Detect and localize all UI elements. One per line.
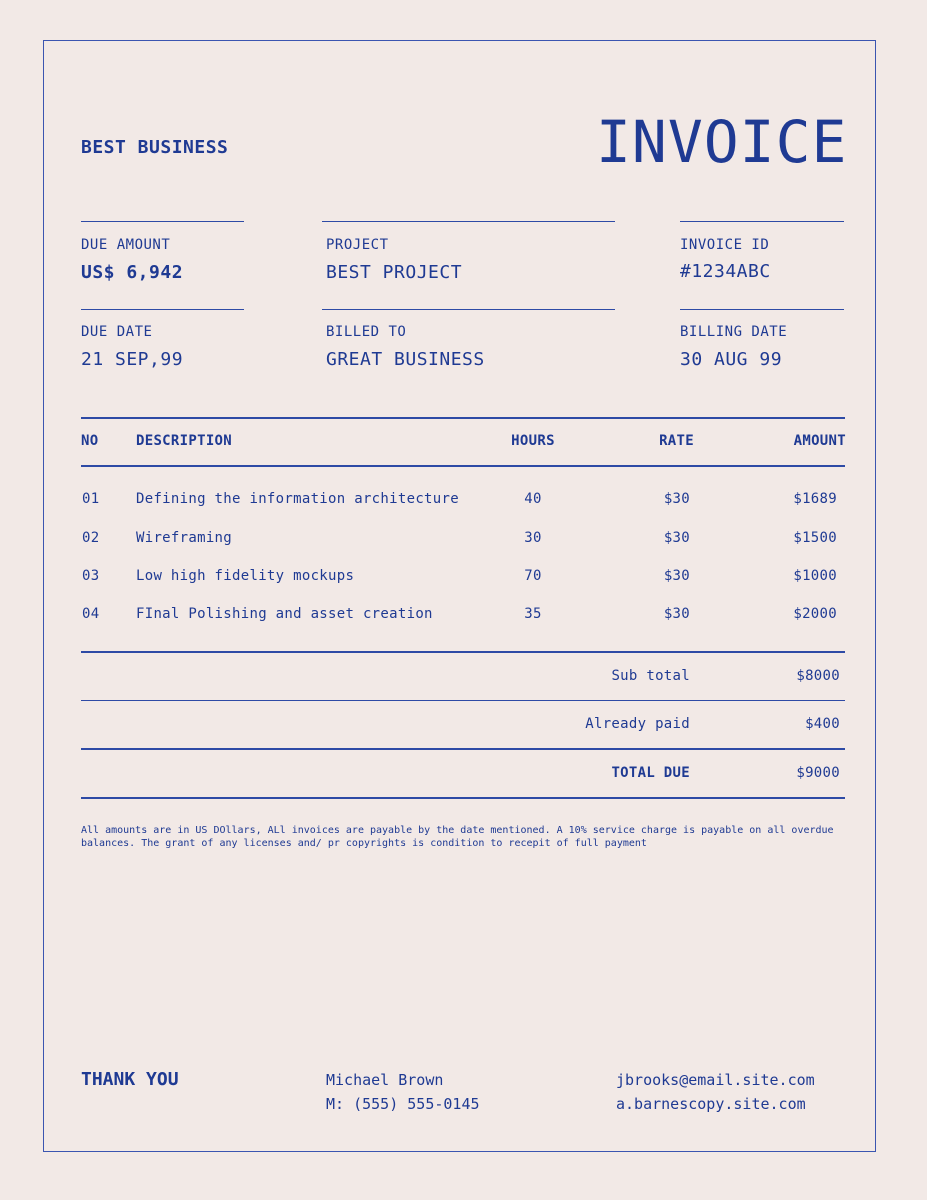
- row-rate: $30: [663, 606, 690, 622]
- project-value: BEST PROJECT: [326, 262, 463, 283]
- row-description: FInal Polishing and asset creation: [136, 606, 433, 622]
- col-header-no: NO: [81, 433, 99, 449]
- billed-to-label: BILLED TO: [326, 324, 407, 340]
- due-amount-label: DUE AMOUNT: [81, 237, 171, 253]
- due-amount-value: US$ 6,942: [81, 262, 184, 283]
- row-description: Wireframing: [136, 530, 233, 546]
- invoice-id-value: #1234ABC: [680, 261, 771, 282]
- row-no: 04: [82, 606, 100, 622]
- row-no: 01: [82, 491, 100, 507]
- already-paid-value: $400: [805, 716, 840, 732]
- divider: [322, 309, 615, 310]
- row-description: Low high fidelity mockups: [136, 568, 355, 584]
- due-date-label: DUE DATE: [81, 324, 153, 340]
- row-rate: $30: [663, 530, 690, 546]
- col-header-description: DESCRIPTION: [136, 433, 233, 449]
- invoice-id-label: INVOICE ID: [680, 237, 770, 253]
- row-amount: $1689: [793, 491, 837, 507]
- table-header-rule: [81, 465, 845, 467]
- divider: [81, 700, 845, 701]
- billing-date-label: BILLING DATE: [680, 324, 788, 340]
- row-amount: $2000: [793, 606, 837, 622]
- row-rate: $30: [663, 568, 690, 584]
- invoice-frame: [43, 40, 876, 1152]
- divider: [322, 221, 615, 222]
- row-hours: 40: [524, 491, 542, 507]
- divider: [81, 309, 244, 310]
- row-hours: 35: [524, 606, 542, 622]
- contact-email: jbrooks@email.site.com: [616, 1071, 815, 1089]
- table-top-rule: [81, 417, 845, 419]
- contact-phone: M: (555) 555-0145: [326, 1095, 480, 1113]
- col-header-amount: AMOUNT: [793, 433, 846, 449]
- subtotal-value: $8000: [796, 668, 840, 684]
- row-hours: 30: [524, 530, 542, 546]
- totals-top-rule: [81, 651, 845, 653]
- divider: [680, 309, 844, 310]
- col-header-hours: HOURS: [511, 433, 555, 449]
- invoice-title: INVOICE: [596, 108, 848, 176]
- row-hours: 70: [524, 568, 542, 584]
- total-due-value: $9000: [796, 765, 840, 781]
- divider: [81, 221, 244, 222]
- row-no: 03: [82, 568, 100, 584]
- terms-note: All amounts are in US DOllars, ALl invoices are payable by the date mentioned. A 10% service charge is payable on all overdue balances. The grant of any licenses and/ pr copyrights is condition to recepit of full payment: [81, 825, 834, 849]
- due-date-value: 21 SEP,99: [81, 349, 184, 370]
- row-amount: $1500: [793, 530, 837, 546]
- billing-date-value: 30 AUG 99: [680, 349, 783, 370]
- subtotal-label: Sub total: [611, 668, 690, 684]
- project-label: PROJECT: [326, 237, 389, 253]
- contact-website: a.barnescopy.site.com: [616, 1095, 806, 1113]
- thank-you: THANK YOU: [81, 1069, 179, 1090]
- row-amount: $1000: [793, 568, 837, 584]
- col-header-rate: RATE: [659, 433, 694, 449]
- row-rate: $30: [663, 491, 690, 507]
- divider: [680, 221, 844, 222]
- divider: [81, 748, 845, 750]
- totals-bottom-rule: [81, 797, 845, 799]
- row-description: Defining the information architecture: [136, 491, 459, 507]
- billed-to-value: GREAT BUSINESS: [326, 349, 485, 370]
- contact-name: Michael Brown: [326, 1071, 444, 1089]
- already-paid-label: Already paid: [585, 716, 690, 732]
- row-no: 02: [82, 530, 100, 546]
- company-name: BEST BUSINESS: [81, 137, 229, 158]
- total-due-label: TOTAL DUE: [611, 765, 690, 781]
